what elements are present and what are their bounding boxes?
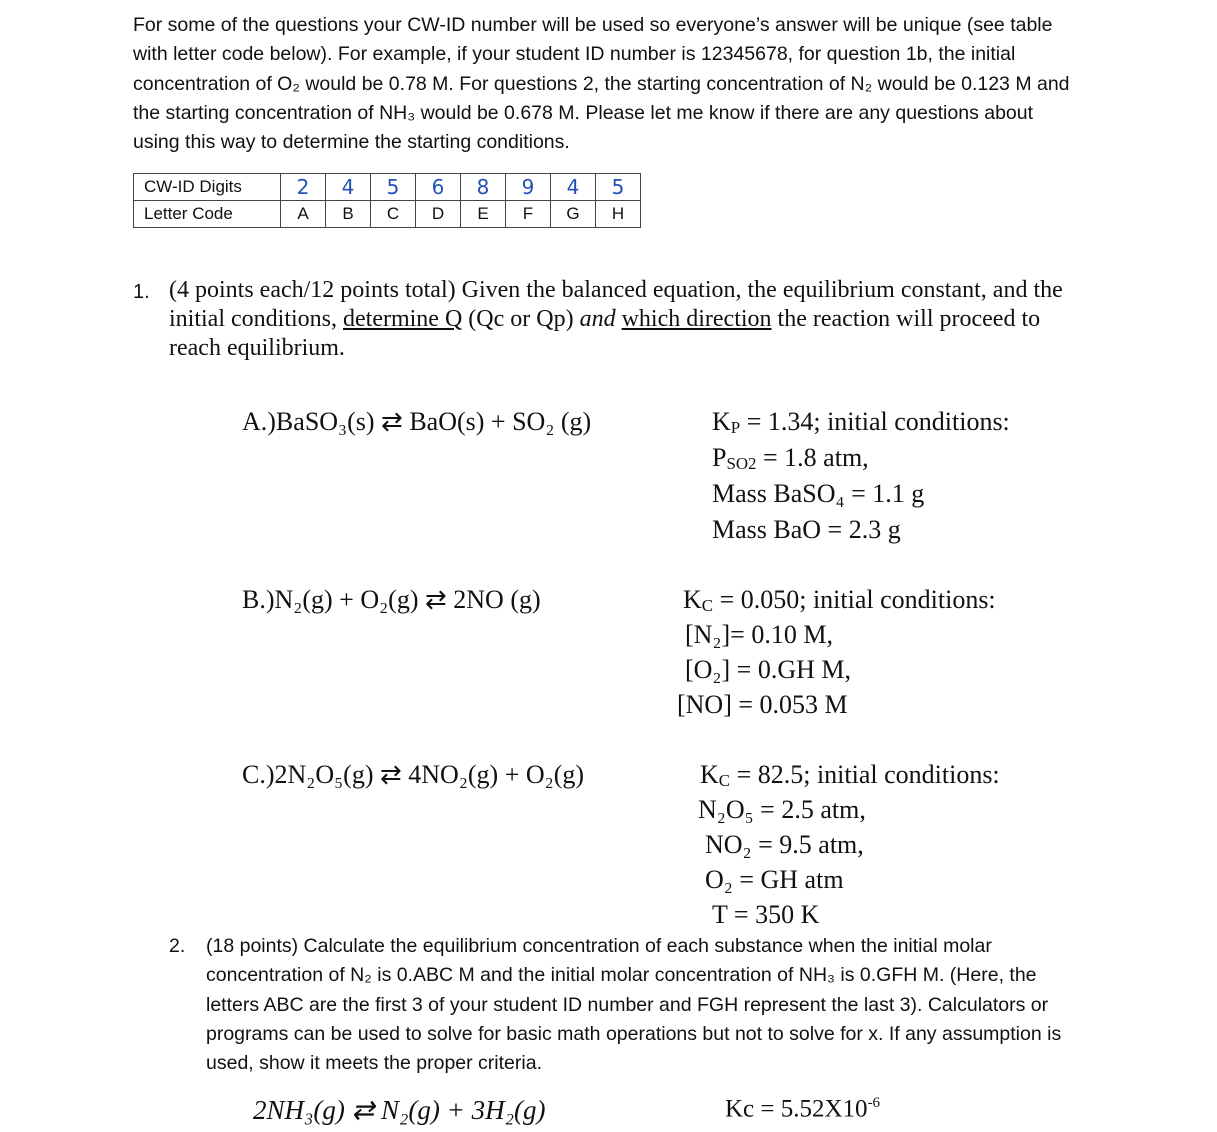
c-k-line [700, 760, 1000, 791]
digits-label: CW-ID Digits [134, 174, 281, 201]
equation-a: A.)BaSO₃(s) ⇄ BaO(s) + SO₂ (g) [242, 407, 592, 436]
digit-cell: 4 [326, 174, 371, 201]
letter-cell: A [281, 201, 326, 228]
p-value: = 1.8 atm, [756, 443, 869, 472]
question-1-text [169, 276, 1074, 363]
letter-cell: G [551, 201, 596, 228]
c-temperature: T = 350 K [712, 900, 820, 929]
k-symbol: K [700, 760, 719, 789]
k-subscript: C [718, 771, 731, 790]
q2-kc [725, 1095, 880, 1123]
letter-cell: D [416, 201, 461, 228]
q1-underlined-direction: which direction [621, 306, 772, 332]
q1-italic-and: and [579, 306, 616, 332]
c-no2: NO₂ = 9.5 atm, [705, 830, 864, 859]
digit-cell: 6 [416, 174, 461, 201]
letter-cell: E [461, 201, 506, 228]
a-mass-baso4: Mass BaSO₄ = 1.1 g [712, 479, 925, 508]
letter-cell: F [506, 201, 551, 228]
letters-row [134, 201, 641, 228]
p-symbol: P [712, 443, 727, 472]
c-n2o5: N₂O₅ = 2.5 atm, [698, 795, 866, 824]
a-pressure-line [712, 443, 869, 474]
k-symbol: K [712, 407, 731, 436]
cw-id-table [133, 173, 641, 228]
letter-cell: C [371, 201, 416, 228]
p-subscript: SO2 [726, 454, 757, 473]
q1-text: (Qc or Qp) [462, 306, 580, 332]
letter-cell: H [596, 201, 641, 228]
digit-cell: 4 [551, 174, 596, 201]
q1-text: the reaction will proceed to reach equilibrium. [169, 306, 1041, 361]
b-n2: [N₂]= 0.10 M, [685, 620, 833, 649]
question-1-number: 1. [133, 281, 150, 303]
digit-cell: 5 [596, 174, 641, 201]
letter-cell: B [326, 201, 371, 228]
k-value: = 1.34; initial conditions: [740, 407, 1010, 436]
k-subscript: C [701, 596, 714, 615]
k-subscript: P [730, 418, 741, 437]
equation-c: C.)2N₂O₅(g) ⇄ 4NO₂(g) + O₂(g) [242, 760, 585, 789]
a-mass-bao: Mass BaO = 2.3 g [712, 515, 901, 544]
k-value: = 82.5; initial conditions: [730, 760, 1000, 789]
instructions-paragraph: For some of the questions your CW-ID number will be used so everyone’s answer will be unique (see table with letter code below). For example, if your student ID number is 12345678, for question 1b, the initial concentration of O₂ would be 0.78 M. For questions 2, the starting concentration of N₂ would be 0.123 M and the starting concentration of NH₃ would be 0.678 M. Please let me know if there are any questions about using this way to determine the starting conditions. [133, 14, 1070, 154]
letters-label: Letter Code [134, 201, 281, 228]
k-symbol: K [683, 585, 702, 614]
q1-text: (4 points each/12 points total) Given the balanced equation, the equilibrium constant, and the initial conditions, [169, 277, 1063, 332]
a-k-line [712, 407, 1010, 438]
q1-underlined-determine-q: determine Q [343, 306, 463, 332]
question-2-text: (18 points) Calculate the equilibrium concentration of each substance when the initial molar concentration of N₂ is 0.ABC M and the initial molar concentration of NH₃ is 0.GFH M. (Here, the letters ABC are the first 3 of your student ID number and FGH represent the last 3). Calculators or programs can be used to solve for basic math operations but not to solve for x. If any assumption is used, show it meets the proper criteria. [206, 935, 1062, 1075]
k-value: = 0.050; initial conditions: [713, 585, 996, 614]
equation-q2: 2NH₃(g) ⇄ N₂(g) + 3H₂(g) [253, 1095, 546, 1125]
b-o2: [O₂] = 0.GH M, [685, 655, 851, 684]
digit-cell: 8 [461, 174, 506, 201]
digits-row [134, 174, 641, 201]
digit-cell: 9 [506, 174, 551, 201]
b-no: [NO] = 0.053 M [677, 690, 848, 719]
digit-cell: 5 [371, 174, 416, 201]
c-o2: O₂ = GH atm [705, 865, 844, 894]
kc-exponent: -6 [867, 1095, 881, 1111]
kc-value: Kc = 5.52X10 [725, 1095, 868, 1123]
equation-b: B.)N₂(g) + O₂(g) ⇄ 2NO (g) [242, 585, 541, 614]
b-k-line [683, 585, 996, 616]
question-2-number: 2. [169, 935, 186, 957]
digit-cell: 2 [281, 174, 326, 201]
